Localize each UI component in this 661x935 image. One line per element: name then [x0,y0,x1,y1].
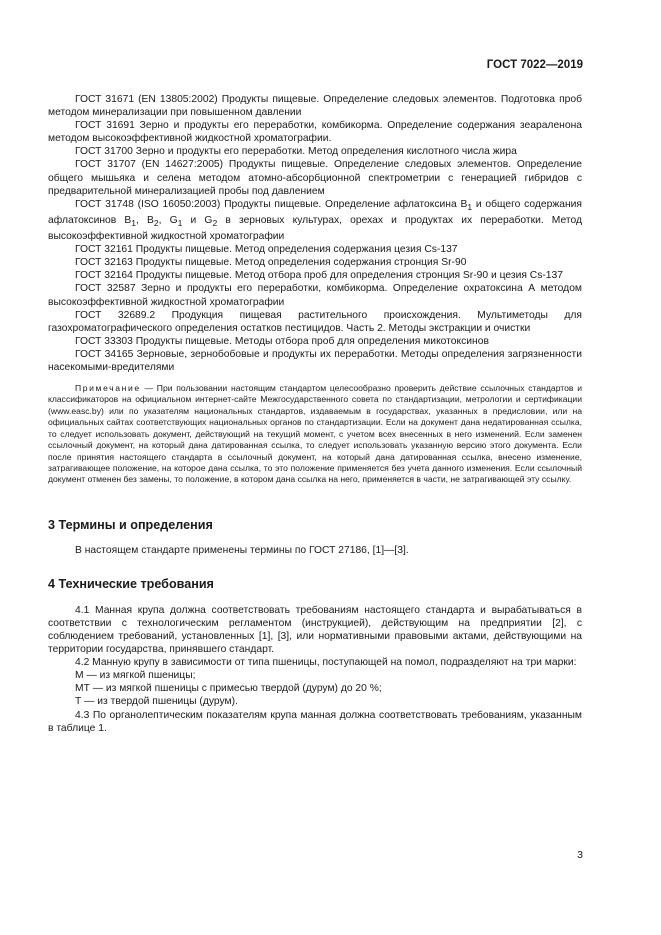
note-text: — При пользовании настоящим стандартом целесообразно проверить действие ссылочных стандартов и классификаторов на официальном интернет-сайте Межгосударственного совета по стандартизации, метрологии и сертификации (www.easc.by) или по указателям национальных стандартов, издаваемым в государствах, указанных в предисловии, или на официальных сайтах соответствующих национальных органов по стандартизации. Если на документ дана недатированная ссылка, то следует использовать документ, действующий на текущий момент, с учетом всех внесенных в него изменений. Если заменен ссылочный документ, на который дана датированная ссылка, то следует использовать указанную версию этого документа. Если после принятия настоящего стандарта в ссылочный документ, на который дана датированная ссылка, внесено изменение, затрагивающее положение, на которое дана ссылка, то это положение применяется без учета данного изменения. Если ссылочный документ отменен без замены, то положение, в котором дана ссылка на него, применяется в части, не затрагивающей эту ссылку. [48,383,582,485]
section-4-heading: 4 Технические требования [48,576,214,591]
section-3-heading: 3 Термины и определения [48,517,213,532]
reference-item: ГОСТ 32587 Зерно и продукты его переработки, комбикорма. Определение охратоксина А методом высокоэффективной жидкостной хроматографии [48,283,582,308]
grade-item: Т — из твердой пшеницы (дурум). [75,696,238,708]
reference-item: ГОСТ 31691 Зерно и продукты его переработки, комбикорма. Определение содержания зеараленона методом высокоэффективной жидкостной хроматографии. [48,120,582,145]
reference-item: ГОСТ 32164 Продукты пищевые. Метод отбора проб для определения стронция Sr-90 и цезия Cs-137 [75,270,563,282]
reference-item: ГОСТ 31700 Зерно и продукты его переработки. Метод определения кислотного числа жира [75,146,517,158]
reference-item: ГОСТ 33303 Продукты пищевые. Методы отбора проб для определения микотоксинов [75,335,489,347]
document-id: ГОСТ 7022—2019 [486,59,583,71]
note-label: Примечание [75,383,141,394]
note-paragraph [48,383,582,486]
reference-item: ГОСТ 32163 Продукты пищевые. Метод определения содержания стронция Sr-90 [75,257,467,269]
section-4-paragraph: 4.1 Манная крупа должна соответствовать требованиям настоящего стандарта и вырабатываться в соответствии с технологическим регламентом (инструкцией), действующим на предприятии [2], с соблюдением требований, установленных [1], [3], или нормативными правовыми актами, действующими на территории государства, принявшего стандарт. [48,604,582,656]
reference-item-aflatoxin: ГОСТ 31748 (ISO 16050:2003) Продукты пищевые. Определение афлатоксина $B_1$ и общего содержания афлатоксинов $B_1$, $B_2$, $G_1$ и $G_2$ в зерновых культурах, орехах и продуктах их переработки. Метод высокоэффективной жидкостной хроматографии [48,198,583,243]
reference-item: ГОСТ 31707 (EN 14627:2005) Продукты пищевые. Определение следовых элементов. Определение общего мышьяка и селена методом атомно-абсорбционной спектрометрии с генерацией гибридов с предварительной минерализацией пробы под давлением [48,159,582,197]
section-4-paragraph: 4.2 Манную крупу в зависимости от типа пшеницы, поступающей на помол, подразделяют на три марки: [75,657,577,669]
reference-item: ГОСТ 34165 Зерновые, зернобобовые и продукты их переработки. Методы определения загрязненности насекомыми-вредителями [48,348,582,373]
section-4-paragraph: 4.3 По органолептическим показателям крупа манная должна соответствовать требованиям, указанным в таблице 1. [48,709,582,734]
reference-item: ГОСТ 31671 (EN 13805:2002) Продукты пищевые. Определение следовых элементов. Подготовка проб методом минерализации при повышенном давлении [48,94,582,119]
section-3-text: В настоящем стандарте применены термины по ГОСТ 27186, [1]—[3]. [75,544,409,556]
grade-item: МТ — из мягкой пшеницы с примесью твердой (дурум) до 20 %; [75,683,382,695]
page-number: 3 [577,849,583,861]
reference-item: ГОСТ 32161 Продукты пищевые. Метод определения содержания цезия Cs-137 [75,244,458,256]
reference-item: ГОСТ 32689.2 Продукция пищевая растительного происхождения. Мультиметоды для газохроматографического определения остатков пестицидов. Часть 2. Методы экстракции и очистки [48,309,582,334]
grade-item: М — из мягкой пшеницы; [75,670,196,682]
page-content [48,93,582,735]
